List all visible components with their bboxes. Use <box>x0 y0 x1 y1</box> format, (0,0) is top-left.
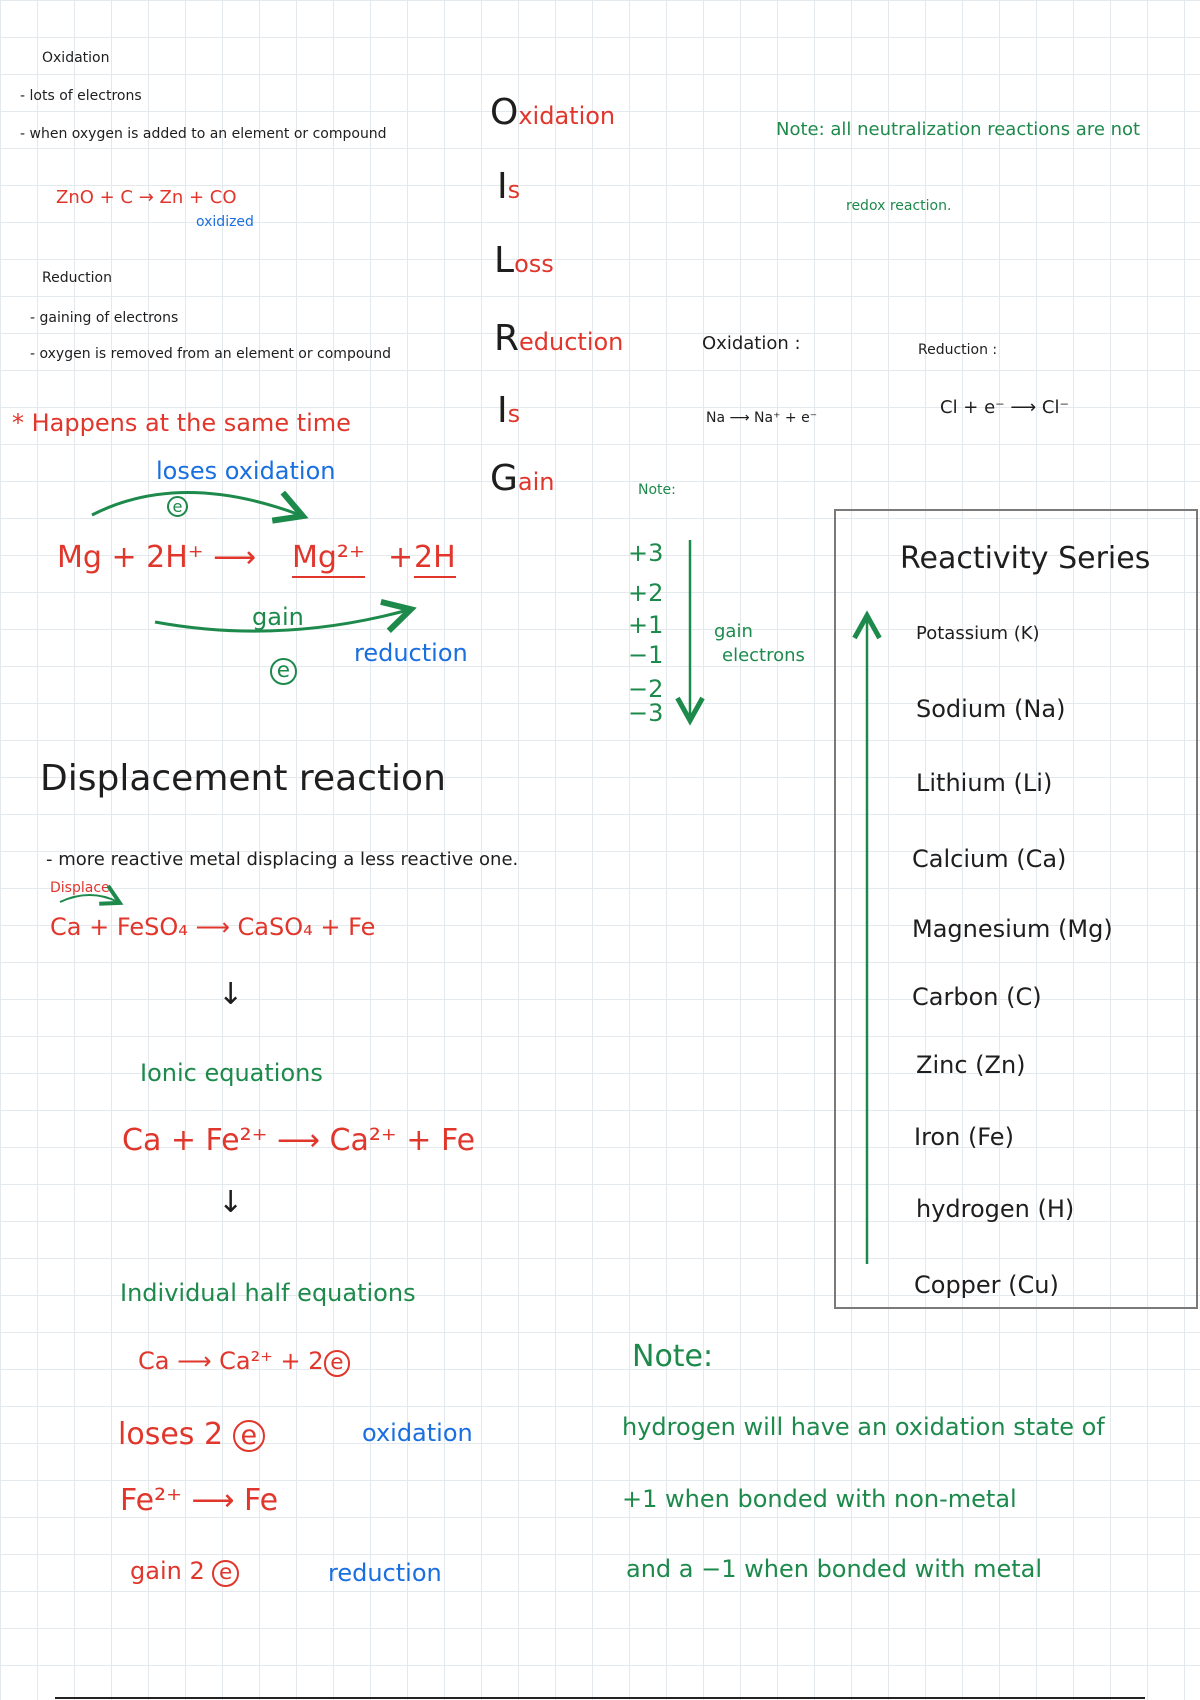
series-item-sodium: Sodium (Na) <box>916 695 1066 723</box>
reduction-example-label: Reduction : <box>918 342 998 358</box>
gain-electrons-line-1: gain <box>714 621 753 642</box>
displace-label: Displace <box>50 880 110 896</box>
ionic-equation: Ca + Fe²⁺ ⟶ Ca²⁺ + Fe <box>122 1123 476 1158</box>
reduction-heading: Reduction <box>42 270 112 286</box>
note-neutralization-line-1: Note: all neutralization reactions are not <box>776 119 1141 140</box>
reduction-bullet-2: - oxygen is removed from an element or compound <box>30 346 392 362</box>
oxidation-states-note-label: Note: <box>638 482 676 498</box>
oilrig-oxidation: Oxidation <box>490 92 616 133</box>
oxidation-example-label: Oxidation : <box>702 333 801 354</box>
half-equation-2: Fe²⁺ ⟶ Fe <box>120 1483 279 1518</box>
oilrig-gain: Gain <box>490 458 555 499</box>
electron-icon: e <box>324 1350 351 1377</box>
reactivity-series-title: Reactivity Series <box>900 541 1151 576</box>
series-item-potassium: Potassium (K) <box>916 623 1040 644</box>
state-plus-1: +1 <box>628 611 664 639</box>
electron-top-icon: e <box>167 496 188 518</box>
mg-plus: + <box>388 540 414 575</box>
gain-electrons-line-2: electrons <box>722 645 805 666</box>
oxidation-example-equation: ZnO + C → Zn + CO <box>56 187 237 208</box>
series-item-magnesium: Magnesium (Mg) <box>912 915 1113 943</box>
down-arrow-2: ↓ <box>218 1185 244 1220</box>
oxidation-word: oxidation <box>362 1419 473 1447</box>
state-minus-2: −2 <box>628 675 664 703</box>
down-arrow-1: ↓ <box>218 977 244 1012</box>
state-minus-3: −3 <box>628 699 664 727</box>
series-item-carbon: Carbon (C) <box>912 983 1042 1011</box>
reduction-word: reduction <box>328 1559 442 1587</box>
electron-icon: e <box>212 1560 239 1587</box>
ionic-equations-heading: Ionic equations <box>140 1059 323 1087</box>
oxidation-bullet-1: - lots of electrons <box>20 88 142 104</box>
series-item-zinc: Zinc (Zn) <box>916 1051 1026 1079</box>
hydrogen-note-line-1: hydrogen will have an oxidation state of <box>622 1413 1105 1441</box>
displacement-heading: Displacement reaction <box>40 758 446 799</box>
electron-icon: e <box>233 1420 265 1452</box>
electron-bottom-icon: e <box>270 656 297 685</box>
oilrig-reduction: Reduction <box>494 318 624 359</box>
oxidation-heading: Oxidation <box>42 50 110 66</box>
loses-oxidation-label: loses oxidation <box>156 457 336 485</box>
mg-product-2: 2H <box>414 541 456 578</box>
oilrig-loss: Loss <box>494 240 554 281</box>
state-plus-3: +3 <box>628 539 664 567</box>
reduction-blue-label: reduction <box>354 639 468 667</box>
gain-electrons: gain 2 e <box>130 1558 239 1587</box>
oxidation-bullet-2: - when oxygen is added to an element or compound <box>20 126 387 142</box>
oilrig-is-2: Is <box>497 390 521 431</box>
gain-label: gain <box>252 603 304 631</box>
note-neutralization-line-2: redox reaction. <box>846 198 952 214</box>
series-item-hydrogen: hydrogen (H) <box>916 1195 1075 1223</box>
state-minus-1: −1 <box>628 641 664 669</box>
hydrogen-note-line-2: +1 when bonded with non-metal <box>622 1485 1017 1513</box>
page-bottom-rule <box>55 1697 1145 1699</box>
series-item-lithium: Lithium (Li) <box>916 769 1053 797</box>
mg-equation-reactants: Mg + 2H⁺ ⟶ <box>57 540 257 575</box>
series-item-iron: Iron (Fe) <box>914 1123 1014 1151</box>
loses-arrow <box>92 493 300 516</box>
displacement-bullet: - more reactive metal displacing a less reactive one. <box>46 849 519 870</box>
series-item-copper: Copper (Cu) <box>914 1271 1059 1299</box>
loses-electrons: loses 2 e <box>118 1418 265 1453</box>
state-plus-2: +2 <box>628 579 664 607</box>
half-equation-1: Ca ⟶ Ca²⁺ + 2 e <box>138 1348 350 1377</box>
hydrogen-note-line-3: and a −1 when bonded with metal <box>626 1555 1043 1583</box>
hydrogen-note-label: Note: <box>632 1339 714 1374</box>
reduction-example-cl: Cl + e⁻ ⟶ Cl⁻ <box>940 397 1069 418</box>
oilrig-is-1: Is <box>497 166 521 207</box>
mg-product-1: Mg²⁺ <box>292 541 365 578</box>
half-equations-heading: Individual half equations <box>120 1279 416 1307</box>
displacement-equation-1: Ca + FeSO₄ ⟶ CaSO₄ + Fe <box>50 913 376 941</box>
same-time-note: * Happens at the same time <box>12 409 351 437</box>
oxidation-example-na: Na ⟶ Na⁺ + e⁻ <box>706 410 818 426</box>
series-item-calcium: Calcium (Ca) <box>912 845 1067 873</box>
oxidized-label: oxidized <box>196 214 254 230</box>
reduction-bullet-1: - gaining of electrons <box>30 310 179 326</box>
